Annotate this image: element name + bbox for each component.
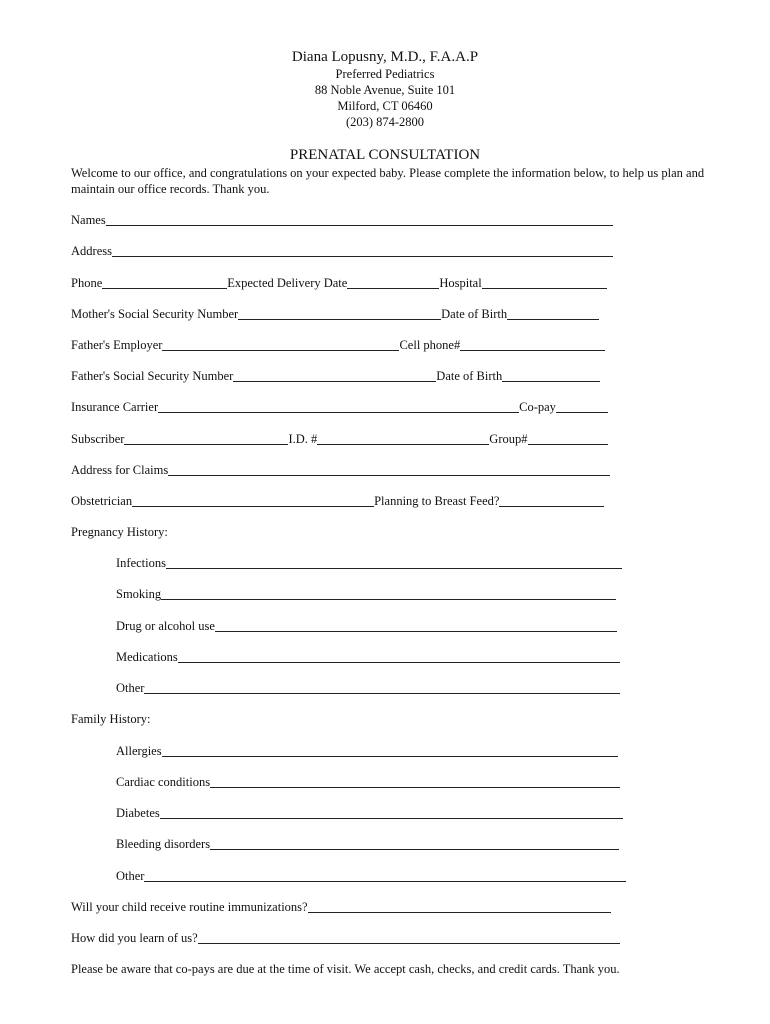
cell-phone-label: Cell phone# bbox=[399, 338, 461, 352]
diabetes-row bbox=[116, 806, 623, 821]
phone-field[interactable] bbox=[102, 277, 227, 289]
father-ssn-field[interactable] bbox=[233, 370, 436, 382]
mother-ssn-field[interactable] bbox=[238, 308, 441, 320]
insurance-carrier-field[interactable] bbox=[158, 401, 519, 413]
bleeding-label: Bleeding disorders bbox=[116, 837, 211, 851]
address-claims-row bbox=[71, 463, 610, 478]
address-claims-field[interactable] bbox=[168, 464, 610, 476]
infections-label: Infections bbox=[116, 556, 166, 570]
mother-dob-field[interactable] bbox=[507, 308, 599, 320]
immunizations-label: Will your child receive routine immunizations? bbox=[71, 900, 308, 914]
family-history-heading: Family History: bbox=[71, 712, 151, 726]
drug-alcohol-label: Drug or alcohol use bbox=[116, 619, 215, 633]
family-other-label: Other bbox=[116, 869, 145, 883]
smoking-field[interactable] bbox=[161, 588, 616, 600]
family-other-field[interactable] bbox=[144, 870, 626, 882]
form-title: PRENATAL CONSULTATION bbox=[289, 147, 481, 163]
learn-of-us-field[interactable] bbox=[198, 932, 620, 944]
hospital-field[interactable] bbox=[482, 277, 607, 289]
copay-field[interactable] bbox=[556, 401, 608, 413]
insurance-row bbox=[71, 400, 608, 415]
doctor-name: Diana Lopusny, M.D., F.A.A.P bbox=[291, 49, 479, 65]
breast-feed-label: Planning to Breast Feed? bbox=[374, 494, 500, 508]
father-employer-label: Father's Employer bbox=[71, 338, 163, 352]
father-ssn-row bbox=[71, 369, 600, 384]
cardiac-label: Cardiac conditions bbox=[116, 775, 211, 789]
intro-text: Welcome to our office, and congratulations on your expected baby. Please complete the information below, to help us plan and maintain our office records. Thank you. bbox=[71, 166, 705, 196]
learn-of-us-row bbox=[71, 931, 620, 946]
hospital-label: Hospital bbox=[439, 276, 482, 290]
group-field[interactable] bbox=[528, 433, 608, 445]
practice-city: Milford, CT 06460 bbox=[337, 99, 433, 113]
smoking-label: Smoking bbox=[116, 587, 162, 601]
pregnancy-history-heading: Pregnancy History: bbox=[71, 525, 168, 539]
expected-delivery-field[interactable] bbox=[347, 277, 439, 289]
father-dob-field[interactable] bbox=[502, 370, 600, 382]
subscriber-field[interactable] bbox=[124, 433, 288, 445]
medications-label: Medications bbox=[116, 650, 178, 664]
id-field[interactable] bbox=[317, 433, 489, 445]
subscriber-row bbox=[71, 432, 608, 447]
infections-row bbox=[116, 556, 622, 571]
allergies-field[interactable] bbox=[162, 745, 618, 757]
phone-row bbox=[71, 276, 607, 291]
cell-phone-field[interactable] bbox=[460, 339, 605, 351]
obstetrician-label: Obstetrician bbox=[71, 494, 133, 508]
insurance-carrier-label: Insurance Carrier bbox=[71, 400, 159, 414]
pregnancy-other-row bbox=[116, 681, 620, 696]
practice-phone: (203) 874-2800 bbox=[345, 115, 425, 129]
cardiac-row bbox=[116, 775, 620, 790]
group-label: Group# bbox=[489, 432, 528, 446]
address-field[interactable] bbox=[112, 245, 613, 257]
infections-field[interactable] bbox=[166, 557, 622, 569]
address-row bbox=[71, 244, 613, 259]
obstetrician-row bbox=[71, 494, 604, 509]
immunizations-row bbox=[71, 900, 611, 915]
father-dob-label: Date of Birth bbox=[436, 369, 503, 383]
names-row bbox=[71, 213, 613, 228]
address-label: Address bbox=[71, 244, 112, 258]
father-ssn-label: Father's Social Security Number bbox=[71, 369, 234, 383]
mother-dob-label: Date of Birth bbox=[441, 307, 508, 321]
id-label: I.D. # bbox=[288, 432, 318, 446]
drug-alcohol-row bbox=[116, 619, 617, 634]
names-label: Names bbox=[71, 213, 106, 227]
immunizations-field[interactable] bbox=[308, 901, 611, 913]
names-field[interactable] bbox=[106, 214, 613, 226]
family-other-row bbox=[116, 869, 626, 884]
obstetrician-field[interactable] bbox=[132, 495, 374, 507]
mother-ssn-row bbox=[71, 307, 599, 322]
father-employer-row bbox=[71, 338, 605, 353]
cardiac-field[interactable] bbox=[210, 776, 620, 788]
mother-ssn-label: Mother's Social Security Number bbox=[71, 307, 239, 321]
breast-feed-field[interactable] bbox=[499, 495, 604, 507]
allergies-label: Allergies bbox=[116, 744, 162, 758]
address-claims-label: Address for Claims bbox=[71, 463, 169, 477]
diabetes-field[interactable] bbox=[160, 807, 623, 819]
practice-name: Preferred Pediatrics bbox=[335, 67, 435, 81]
allergies-row bbox=[116, 744, 618, 759]
practice-street: 88 Noble Avenue, Suite 101 bbox=[314, 83, 456, 97]
medications-row bbox=[116, 650, 620, 665]
bleeding-field[interactable] bbox=[210, 838, 619, 850]
subscriber-label: Subscriber bbox=[71, 432, 125, 446]
diabetes-label: Diabetes bbox=[116, 806, 160, 820]
expected-delivery-label: Expected Delivery Date bbox=[227, 276, 348, 290]
bleeding-row bbox=[116, 837, 619, 852]
copay-label: Co-pay bbox=[519, 400, 556, 414]
learn-of-us-label: How did you learn of us? bbox=[71, 931, 198, 945]
pregnancy-other-label: Other bbox=[116, 681, 145, 695]
father-employer-field[interactable] bbox=[162, 339, 399, 351]
pregnancy-other-field[interactable] bbox=[144, 682, 620, 694]
smoking-row bbox=[116, 587, 616, 602]
phone-label: Phone bbox=[71, 276, 103, 290]
footer-note: Please be aware that co-pays are due at the time of visit. We accept cash, checks, and credit cards. Thank you. bbox=[71, 962, 620, 976]
medications-field[interactable] bbox=[178, 651, 620, 663]
drug-alcohol-field[interactable] bbox=[215, 620, 617, 632]
